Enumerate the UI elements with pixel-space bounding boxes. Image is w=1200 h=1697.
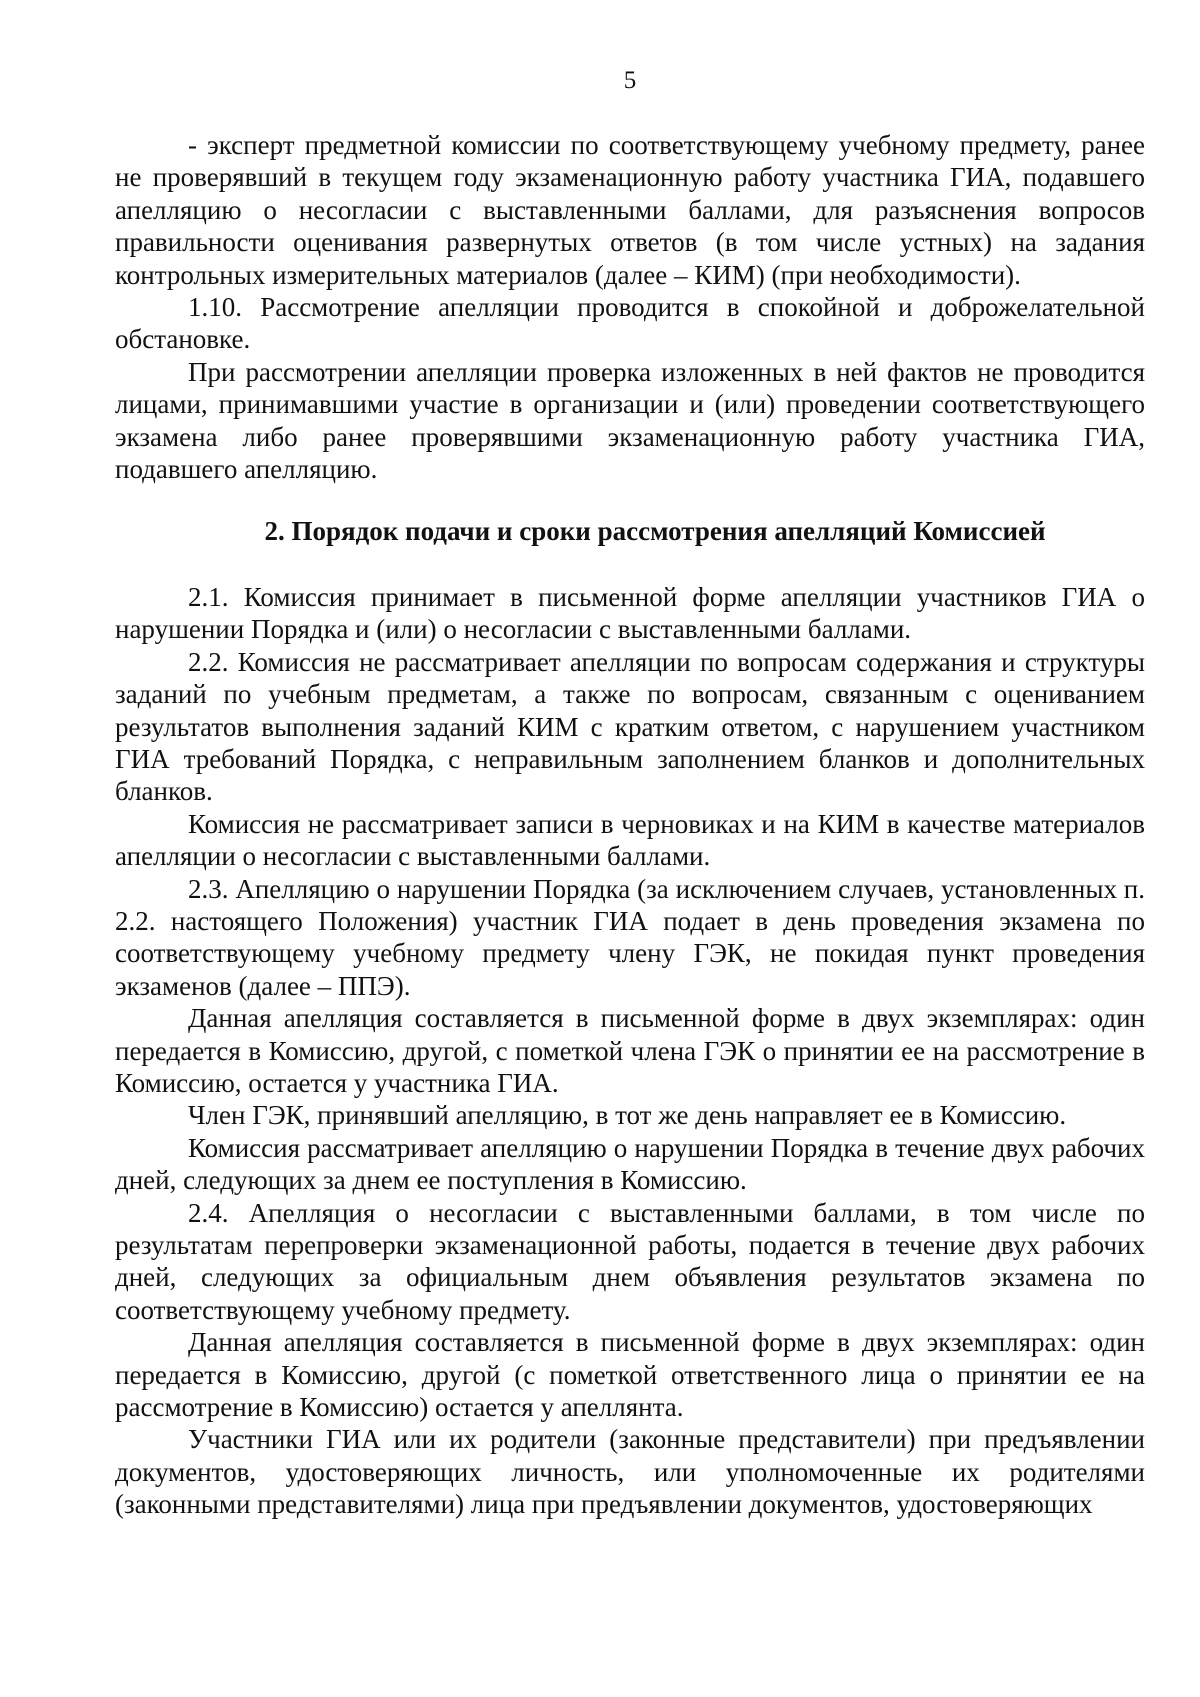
paragraph-2-4: 2.4. Апелляция о несогласии с выставленными баллами, в том числе по результатам перепроверки экзаменационной работы, подается в течение двух рабочих дней, следующих за официальным днем объявления результатов экзамена по соответствующему учебному предмету. bbox=[115, 1197, 1145, 1325]
paragraph-1-10: 1.10. Рассмотрение апелляции проводится в спокойной и доброжелательной обстановке. bbox=[115, 292, 1145, 355]
paragraph-2-2: 2.2. Комиссия не рассматривает апелляции по вопросам содержания и структуры заданий по учебным предметам, а также по вопросам, связанным с оцениванием результатов выполнения заданий КИМ с кратким ответом, с нарушением участником ГИА требований Порядка, с неправильным заполнением бланков и дополнительных бланков. bbox=[115, 646, 1145, 807]
document-body bbox=[115, 129, 1145, 1521]
paragraph-copies-appellant: Данная апелляция составляется в письменной форме в двух экземплярах: один передается в Комиссию, другой (с пометкой ответственного лица о принятии ее на рассмотрение в Комиссию) остается у апеллянта. bbox=[115, 1327, 1145, 1423]
paragraph-2-3: 2.3. Апелляцию о нарушении Порядка (за исключением случаев, установленных п. 2.2. настоящего Положения) участник ГИА подает в день проведения экзамена по соответствующему учебному предмету члену ГЭК, не покидая пункт проведения экзаменов (далее – ППЭ). bbox=[115, 873, 1145, 1001]
paragraph-2-1: 2.1. Комиссия принимает в письменной форме апелляции участников ГИА о нарушении Порядка и (или) о несогласии с выставленными баллами. bbox=[115, 581, 1145, 645]
paragraph-gek-member: Член ГЭК, принявший апелляцию, в тот же день направляет ее в Комиссию. bbox=[188, 1100, 1067, 1131]
paragraph-participants: Участники ГИА или их родители (законные представители) при предъявлении документов, удостоверяющих личность, или уполномоченные их родителями (законными представителями) лица при предъявлении документов, удостоверяющих bbox=[115, 1424, 1145, 1520]
paragraph-review-term: Комиссия рассматривает апелляцию о нарушении Порядка в течение двух рабочих дней, следующих за днем ее поступления в Комиссию. bbox=[115, 1132, 1145, 1196]
paragraph-fact-check: При рассмотрении апелляции проверка изложенных в ней фактов не проводится лицами, принимавшими участие в организации и (или) проведении соответствующего экзамена либо ранее проверявшими экзаменационную работу участника ГИА, подавшего апелляцию. bbox=[115, 356, 1145, 485]
paragraph-expert: - эксперт предметной комиссии по соответствующему учебному предмету, ранее не проверявший в текущем году экзаменационную работу участника ГИА, подавшего апелляцию о несогласии с выставленными баллами, для разъяснения вопросов правильности оценивания развернутых ответов (в том числе устных) на задания контрольных измерительных материалов (далее – КИМ) (при необходимости). bbox=[115, 130, 1145, 290]
section-heading: 2. Порядок подачи и сроки рассмотрения апелляций Комиссией bbox=[264, 516, 1046, 547]
paragraph-copies-gek: Данная апелляция составляется в письменной форме в двух экземплярах: один передается в Комиссию, другой, с пометкой члена ГЭК о принятии ее на рассмотрение в Комиссию, остается у участника ГИА. bbox=[115, 1003, 1145, 1098]
page-number: 5 bbox=[623, 67, 637, 94]
paragraph-drafts: Комиссия не рассматривает записи в черновиках и на КИМ в качестве материалов апелляции о несогласии с выставленными баллами. bbox=[115, 808, 1145, 872]
